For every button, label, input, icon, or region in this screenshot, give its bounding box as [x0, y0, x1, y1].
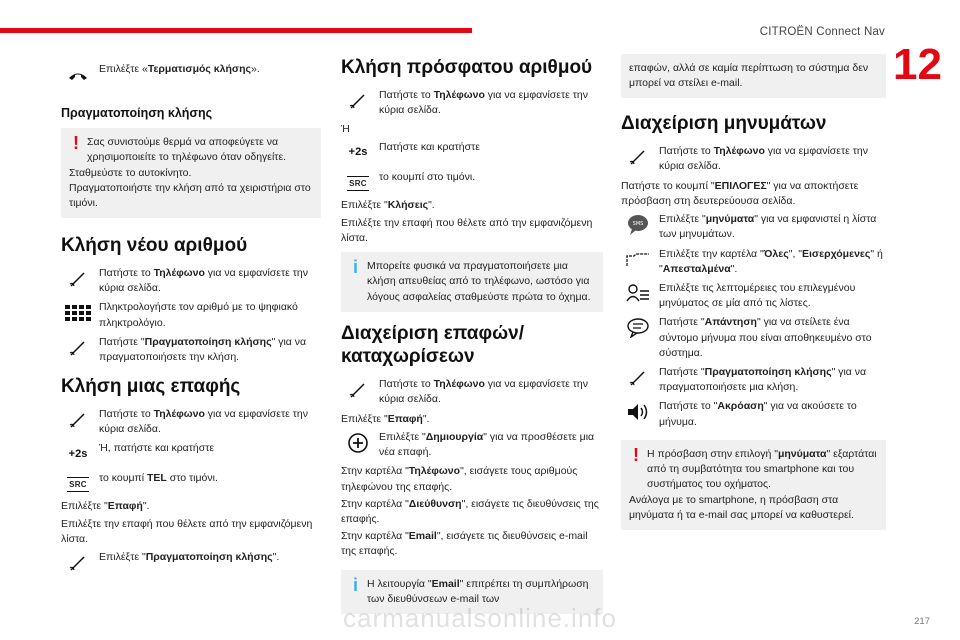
info-box: i Η λειτουργία "Email" επιτρέπει τη συμπλήρωση των διευθύνσεων e-mail των	[341, 570, 603, 614]
page-number: 217	[914, 616, 930, 627]
info-icon: i	[353, 574, 359, 595]
column-3	[621, 52, 886, 538]
press-finger-icon	[625, 144, 651, 170]
paragraph: Επιλέξτε "Επαφή".	[61, 500, 150, 513]
step-make-call: Πατήστε "Πραγματοποίηση κλήσης" για να πραγματοποιήσετε την κλήση.	[61, 335, 321, 365]
info-box-continued: επαφών, αλλά σε καμία περίπτωση το σύστημα δεν μπορεί να στείλει e-mail.	[621, 54, 886, 98]
step-create: Επιλέξτε "Δημιουργία" για να προσθέσετε μια νέα επαφή.	[341, 430, 603, 460]
section-heading-manage-contacts: Διαχείριση επαφών/ καταχωρίσεων	[341, 322, 524, 368]
press-finger-icon	[65, 550, 91, 576]
step-make-call: Επιλέξτε "Πραγματοποίηση κλήσης".	[61, 550, 321, 570]
running-header: CITROËN Connect Nav	[759, 26, 885, 38]
step-press-hold: +2s Ή, πατήστε και κρατήστε	[61, 441, 321, 461]
step-phone: Πατήστε το Τηλέφωνο για να εμφανίσετε την κύρια σελίδα.	[341, 377, 603, 407]
press-finger-icon	[345, 377, 371, 403]
info-icon: i	[353, 257, 359, 278]
step-src-button: SRC το κουμπί στο τιμόνι.	[341, 170, 603, 190]
hang-up-icon	[65, 62, 91, 88]
reply-message-icon	[625, 315, 651, 341]
press-finger-icon	[345, 88, 371, 114]
keypad-icon	[65, 300, 91, 326]
section-heading-recent: Κλήση πρόσφατου αριθμού	[341, 57, 593, 78]
press-finger-icon	[65, 335, 91, 361]
step-tel-button: SRC το κουμπί TEL στο τιμόνι.	[61, 471, 321, 491]
step-details: Επιλέξτε τις λεπτομέρειες του επιλεγμένου μηνύματος σε μία από τις λίστες.	[621, 281, 886, 311]
step-press-hold: +2s Πατήστε και κρατήστε	[341, 140, 603, 160]
contact-details-icon	[625, 281, 651, 307]
plus-2s-icon: +2s	[68, 447, 88, 460]
paragraph: Στην καρτέλα "Τηλέφωνο", εισάγετε τους αριθμούς τηλεφώνου της επαφής.	[341, 465, 578, 493]
warning-box: ! Η πρόσβαση στην επιλογή "μηνύματα" εξαρτάται από τη συμβατότητα του smartphone και του συστήματος του οχήματος. Ανάλογα με το smartphone, η πρόσβαση στα μηνύματα ή τα e-mail σας μπορεί να καθυστερεί.	[621, 440, 886, 530]
section-heading-messages: Διαχείριση μηνυμάτων	[621, 113, 827, 135]
sms-icon	[625, 212, 651, 238]
column-2	[341, 52, 603, 622]
warning-icon: !	[633, 444, 639, 465]
paragraph: Επιλέξτε την επαφή που θέλετε από την εμφανιζόμενη λίστα.	[61, 517, 313, 545]
section-heading-new-number: Κλήση νέου αριθμού	[61, 235, 248, 257]
or-label: Ή	[341, 123, 350, 136]
step-reply: Πατήστε "Απάντηση" για να στείλετε ένα σύντομο μήνυμα που είναι αποθηκευμένο στο σύστημα.	[621, 315, 886, 361]
step-keypad: Πληκτρολογήστε τον αριθμό με το ψηφιακό πληκτρολόγιο.	[61, 300, 321, 330]
warning-icon: !	[73, 133, 79, 154]
step-tabs: Επιλέξτε την καρτέλα "Όλες", "Εισερχόμενες" ή "Απεσταλμένα".	[621, 247, 886, 277]
step-phone: Πατήστε το Τηλέφωνο για να εμφανίσετε την κύρια σελίδα.	[61, 266, 321, 296]
press-finger-icon	[625, 365, 651, 391]
step-messages: SMS Επιλέξτε "μηνύματα" για να εμφανιστεί η λίστα των μηνυμάτων.	[621, 212, 886, 242]
step-listen: Πατήστε το "Ακρόαση" για να ακούσετε το μήνυμα.	[621, 399, 886, 429]
info-box: i Μπορείτε φυσικά να πραγματοποιήσετε μια κλήση απευθείας από το τηλέφωνο, ωστόσο για λόγους ασφαλείας σταθμεύστε πρώτα το όχημα.	[341, 252, 603, 312]
src-button-icon: SRC	[65, 471, 91, 497]
press-finger-icon	[65, 266, 91, 292]
watermark: carmanualsonline.info	[343, 603, 617, 633]
step-phone: Πατήστε το Τηλέφωνο για να εμφανίσετε την κύρια σελίδα.	[61, 407, 321, 437]
src-button-icon: SRC	[345, 170, 371, 196]
step-make-call: Πατήστε "Πραγματοποίηση κλήσης" για να πραγματοποιήσετε μια κλήση.	[621, 365, 886, 395]
add-circle-icon	[345, 430, 371, 456]
press-finger-icon	[65, 407, 91, 433]
warning-box: ! Σας συνιστούμε θερμά να αποφεύγετε να χρησιμοποιείτε το τηλέφωνο όταν οδηγείτε. Σταθμεύστε το αυτοκίνητο. Πραγματοποιήστε την κλήση από τα χειριστήρια στο τιμόνι.	[61, 128, 321, 218]
section-heading-make-call: Πραγματοποίηση κλήσης	[61, 106, 213, 120]
paragraph: Στην καρτέλα "Email", εισάγετε τις διευθύνσεις e-mail της επαφής.	[341, 530, 588, 558]
end-call-step: Επιλέξτε «Τερματισμός κλήσης».	[61, 62, 321, 82]
step-phone: Πατήστε το Τηλέφωνο για να εμφανίσετε την κύρια σελίδα.	[341, 88, 603, 118]
paragraph: Επιλέξτε την επαφή που θέλετε από την εμφανιζόμενη λίστα.	[341, 216, 593, 244]
column-1	[61, 52, 321, 574]
speaker-icon	[625, 399, 651, 425]
tab-folder-icon	[625, 247, 651, 273]
paragraph: Επιλέξτε "Επαφή".	[341, 412, 430, 425]
paragraph: Επιλέξτε "Κλήσεις".	[341, 199, 435, 212]
paragraph: Στην καρτέλα "Διεύθυνση", εισάγετε τις διευθύνσεις της επαφής.	[341, 497, 599, 525]
chapter-number: 12	[893, 40, 942, 89]
header-red-bar	[0, 28, 472, 33]
section-heading-call-contact: Κλήση μιας επαφής	[61, 376, 241, 398]
step-phone: Πατήστε το Τηλέφωνο για να εμφανίσετε την κύρια σελίδα.	[621, 144, 886, 174]
plus-2s-icon: +2s	[348, 146, 368, 159]
paragraph: Πατήστε το κουμπί "ΕΠΙΛΟΓΕΣ" για να αποκτήσετε πρόσβαση στη δευτερεύουσα σελίδα.	[621, 179, 859, 207]
svg-text:SMS: SMS	[632, 221, 644, 228]
